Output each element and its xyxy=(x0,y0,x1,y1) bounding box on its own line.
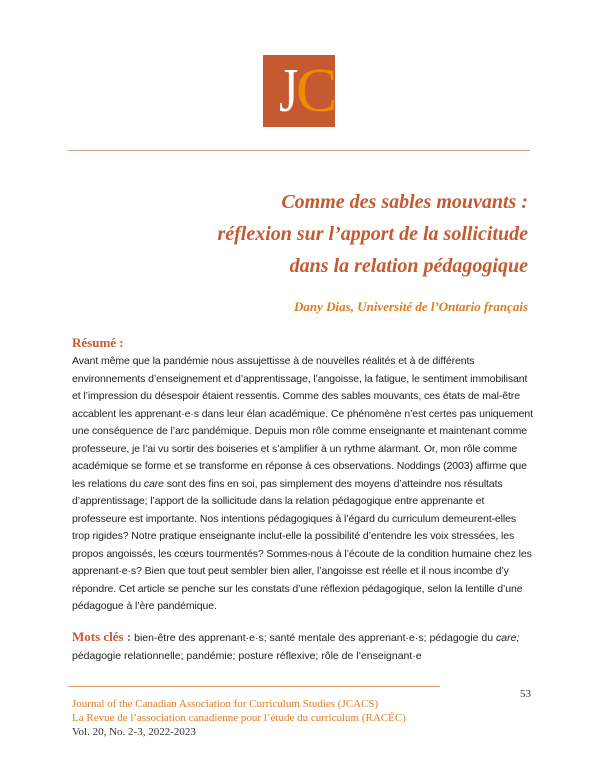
journal-footer xyxy=(72,697,406,739)
keywords-text-1: bien-être des apprenant·e·s; santé mentale des apprenant·e·s; pédagogie du xyxy=(131,632,497,644)
keywords xyxy=(72,628,534,665)
abstract-care-term: care xyxy=(143,477,164,490)
title-line-2: réflexion sur l’apport de la sollicitude xyxy=(217,223,528,245)
title-line-1: Comme des sables mouvants : xyxy=(281,191,528,213)
logo-letter-c: C xyxy=(296,57,338,125)
page-number: 53 xyxy=(520,688,531,700)
journal-logo xyxy=(263,55,338,127)
abstract-heading: Résumé : xyxy=(72,335,124,350)
abstract-text-2: sont des fins en soi, pas simplement des moyens d’atteindre nos résultats d’apprentissage; l’apport de la sollicitude dans la relation pédagogique entre apprenante et professeure est importante. Nos intentions pédagogiques à l’égard du curriculum demeurent-elles trop rigides? Notre pratique enseignante inclut-elle la possibilité d’entendre les voix stressées, les propos angoissés, les cœurs tourmentés? Sommes-nous à l’écoute de la condition humaine chez les apprenant·e·s? Bien que tout peut sembler bien aller, l’angoisse est réelle et il nous incombe d’y répondre. Cet article se penche sur les constats d’une réflexion pédagogique, selon la lentille d’une pédagogue à l’ère pandémique. xyxy=(72,477,532,612)
footer-journal-fr: La Revue de l’association canadienne pour l’étude du curriculum (RACÉC) xyxy=(72,712,406,724)
author-affiliation: Dany Dias, Université de l’Ontario français xyxy=(294,299,528,314)
abstract-text-1: Avant même que la pandémie nous assujettisse à de nouvelles réalités et à de différents environnements d’enseignement et d’apprentissage, l’angoisse, la fatigue, le sentiment immobilisant et l’impression du désespoir étaient ressentis. Comme des sables mouvants, ces états de mal-être accablent les apprenant·e·s dans leur élan académique. Ce phénomène n’est certes pas uniquement une conséquence de l’arc pandémique. Depuis mon rôle comme enseignante et maintenant comme professeure, je l’ai vu sortir des boiseries et s’amplifier à un rythme alarmant. Or, mon rôle comme académique se forme et se transforme en réponse à ces observations. Noddings (2003) affirme que les relations du xyxy=(72,355,533,490)
header-divider xyxy=(68,150,530,151)
footer-divider xyxy=(68,686,440,687)
footer-volume: Vol. 20, No. 2-3, 2022-2023 xyxy=(72,726,196,738)
title-line-3: dans la relation pédagogique xyxy=(289,255,528,277)
logo-letter-j: J xyxy=(279,57,296,125)
keywords-care-term: care; xyxy=(496,632,520,644)
article-title xyxy=(68,186,528,282)
keywords-label: Mots clés : xyxy=(72,629,132,644)
abstract-body xyxy=(72,353,534,616)
footer-journal-en: Journal of the Canadian Association for Curriculum Studies (JCACS) xyxy=(72,698,379,710)
keywords-text-2: pédagogie relationnelle; pandémie; posture réflexive; rôle de l’enseignant·e xyxy=(72,650,422,662)
